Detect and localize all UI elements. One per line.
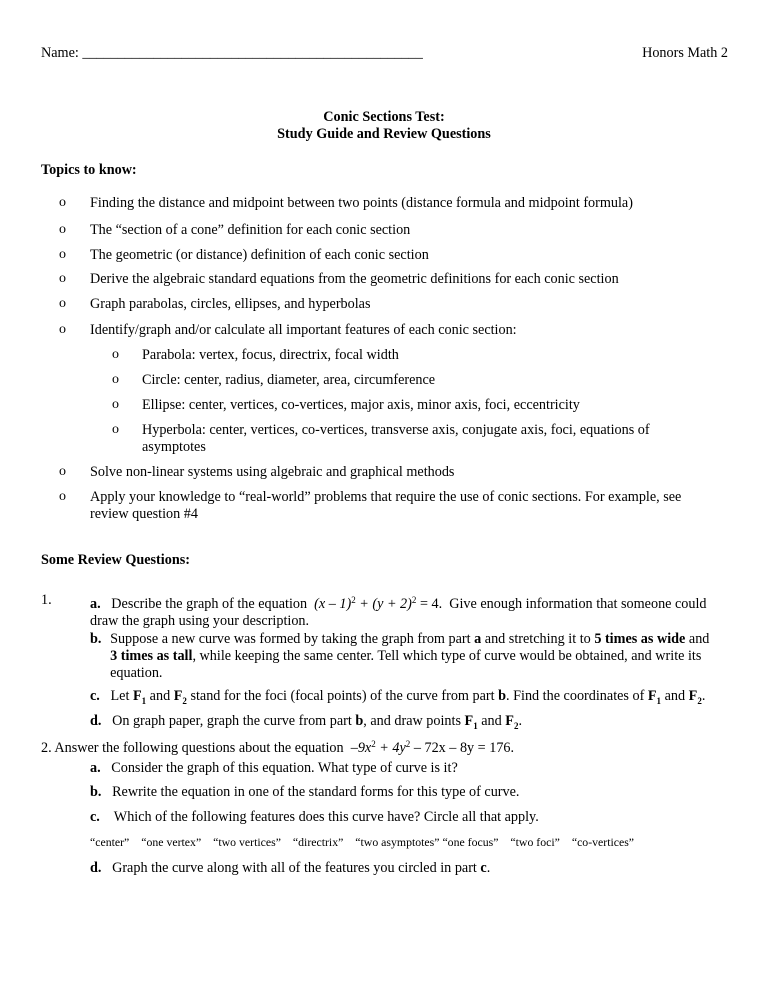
- bullet-icon: o: [59, 271, 66, 286]
- bullet-icon: o: [59, 464, 66, 479]
- question-number: 1.: [41, 592, 52, 608]
- question-2c: c. Which of the following features does this curve have? Circle all that apply.: [90, 809, 539, 825]
- review-heading: Some Review Questions:: [41, 552, 190, 568]
- choice-option[interactable]: “two vertices”: [213, 835, 281, 849]
- worksheet-page: Name: ________________________________________________ Honors Math 2 Conic Sections Test: Study Guide and Review Questions Topics to know: o Finding the distance and midpoint between two points (distance formula and midpoint formula) o The “section of a cone” definition for each conic section o The geometric (or distance) definition of each conic section o Derive the algebraic standard equations from the geometric definitions for each conic section o Graph parabolas, circles, ellipses, and hyperbolas o Identify/graph and/or calculate all important features of each conic section: o Parabola: vertex, focus, directrix, focal width o Circle: center, radius, diameter, area, circumference o Ellipse: center, vertices, co-vertices, major axis, minor axis, foci, eccentricity o Hyperbola: center, vertices, co-vertices, transverse axis, conjugate axis, foci, equations of asymptotes o Solve non-linear systems using algebraic and graphical methods o Apply your knowledge to “real-world” problems that require the use of conic sections. For example, see review question #4 Some Review Questions: 1. a. Describe the graph of the equation $(x - 1)^2 + (y + 2)^2 = 4$. Give enough information that someone could draw the graph using your description. b. Suppose a new curve was formed by taking the graph from part a and stretching it to 5 times as wide and 3 times as tall, while keeping the same center. Tell which type of curve would be obtained, and write its equation. c. Let $F_1$ and $F_2$ stand for the foci (focal points) of the curve from part b. Find the coordinates of $F_1$ and $F_2$. d. On graph paper, graph the curve from part b, and draw points $F_1$ and $F_2$. 2. Answer the following questions about the equation $-9x^2 + 4y^2 - 72x - 8y = 176$. a. Consider the graph of this equation. What type of curve is it? b. Rewrite the equation in one of the standard forms for this type of curve. c. Which of the following features does this curve have? Circle all that apply. “center” “one vertex” “two vertices” “directrix” “two asymptotes” “one focus” “two foci” “co-vertices” d. Graph the curve along with all of the features you circled in part c.: [0, 0, 768, 994]
- question-1d: d. On graph paper, graph the curve from part b, and draw points $F_1$ and $F_2$.: [90, 713, 523, 731]
- equation: $(x - 1)^2 + (y + 2)^2 = 4$.: [314, 595, 443, 612]
- question-1c: c. Let $F_1$ and $F_2$ stand for the foci (focal points) of the curve from part b. Find the coordinates of $F_1$ and $F_2$.: [90, 688, 706, 706]
- bullet-icon: o: [59, 247, 66, 262]
- question-2b: b. Rewrite the equation in one of the standard forms for this type of curve.: [90, 784, 520, 800]
- question-2d: d. Graph the curve along with all of the features you circled in part c.: [90, 860, 491, 876]
- bullet-icon: o: [59, 322, 66, 337]
- name-field-label: Name: ________________________________________________: [41, 45, 423, 61]
- page-title: Conic Sections Test:: [323, 109, 445, 125]
- bullet-icon: o: [59, 296, 66, 311]
- question-2a: a. Consider the graph of this equation. What type of curve is it?: [90, 760, 458, 776]
- bullet-icon: o: [59, 195, 66, 210]
- page-subtitle: Study Guide and Review Questions: [277, 126, 491, 142]
- topics-heading: Topics to know:: [41, 162, 137, 178]
- header: [41, 45, 728, 65]
- choice-option[interactable]: “center”: [90, 835, 130, 849]
- choice-option[interactable]: “directrix”: [292, 835, 344, 849]
- bullet-icon: o: [112, 372, 119, 387]
- question-2-intro: 2. Answer the following questions about the equation $-9x^2 + 4y^2 - 72x - 8y = 176$.: [41, 739, 515, 756]
- choice-option[interactable]: “two asymptotes” “one focus”: [355, 835, 499, 849]
- question-1b: b. Suppose a new curve was formed by taking the graph from part a and stretching it to 5 times as wide and 3 times as tall, while keeping the same center. Tell which type of curve would be obtained, and write its equation.: [90, 631, 710, 681]
- feature-choices: [90, 835, 643, 850]
- bullet-icon: o: [112, 397, 119, 412]
- bullet-icon: o: [112, 422, 119, 437]
- bullet-icon: o: [59, 489, 66, 504]
- bullet-icon: o: [59, 222, 66, 237]
- choice-option[interactable]: “co-vertices”: [571, 835, 635, 849]
- choice-option[interactable]: “two foci”: [510, 835, 560, 849]
- equation: $-9x^2 + 4y^2 - 72x - 8y = 176$.: [350, 739, 515, 756]
- course-title: Honors Math 2: [642, 45, 728, 61]
- question-1a: a. Describe the graph of the equation $(x - 1)^2 + (y + 2)^2 = 4$. Give enough information that someone could draw the graph using your description.: [90, 595, 707, 629]
- choice-option[interactable]: “one vertex”: [141, 835, 202, 849]
- bullet-icon: o: [112, 347, 119, 362]
